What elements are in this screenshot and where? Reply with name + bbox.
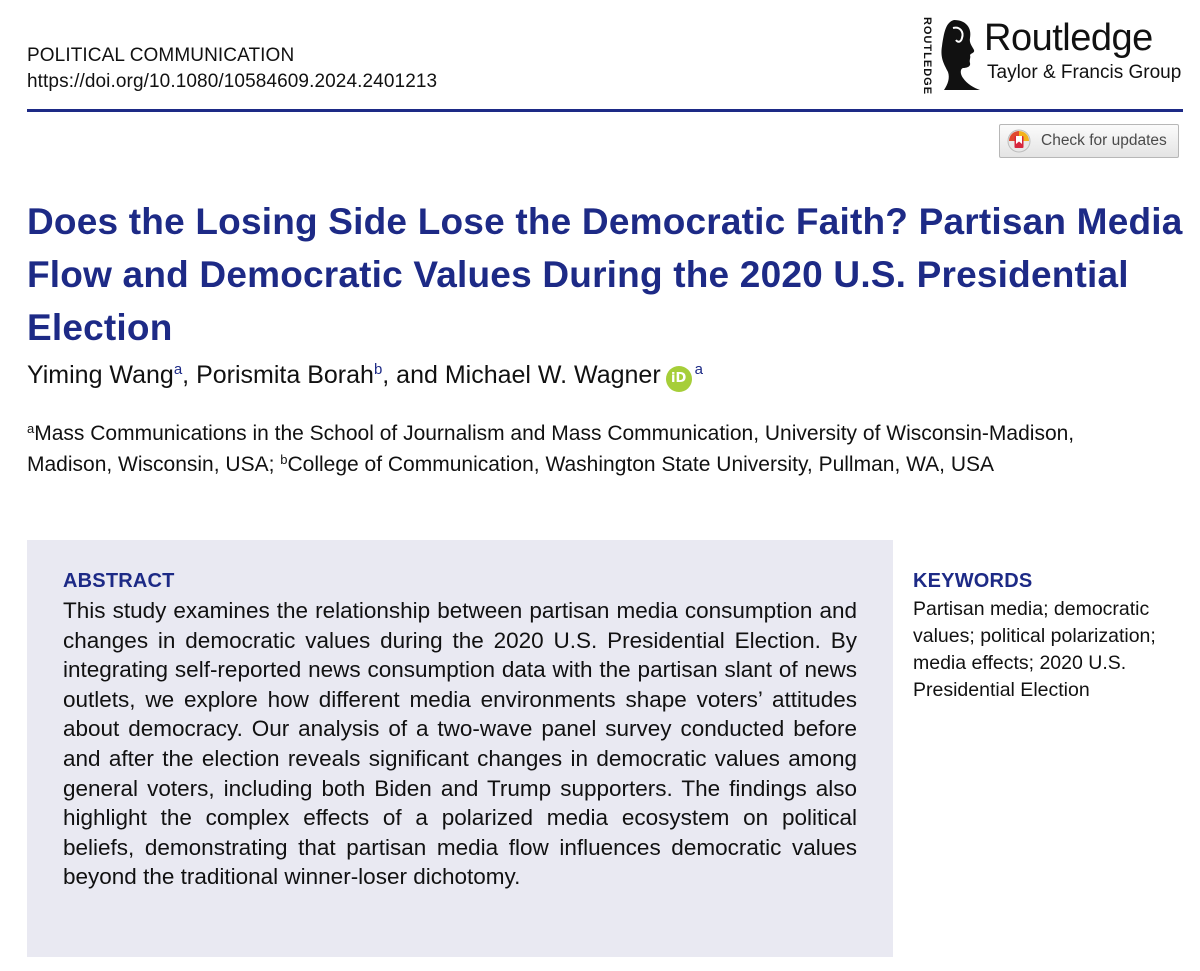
logo-vertical-text: ROUTLEDGE [921, 16, 934, 96]
author-separator: , and [382, 361, 445, 389]
author-affil-marker: a [694, 361, 703, 378]
keywords-heading: KEYWORDS [913, 570, 1033, 592]
journal-header [27, 43, 437, 95]
keywords-text: Partisan media; democratic values; political polarization; media effects; 2020 U.S. Presidential Election [913, 598, 1156, 701]
abstract-text: This study examines the relationship between partisan media consumption and changes in democratic values during the 2020 U.S. Presidential Election. By integrating self-reported news consumption data with the partisan slant of news outlets, we explore how different media environments shape voters’ attitudes about democracy. Our analysis of a two-wave panel survey conducted before and after the election reveals significant changes in democratic values among general voters, including both Biden and Trump supporters. The findings also highlight the complex effects of a polarized media ecosystem on political beliefs, demonstrating that partisan media flow influences democratic values beyond the traditional winner-loser dichotomy. [63, 598, 857, 890]
abstract-box [27, 540, 893, 957]
author-name: Yiming Wang [27, 361, 174, 389]
routledge-logo [912, 14, 1182, 96]
header-divider [27, 109, 1183, 112]
publisher-brand: Routledge [984, 17, 1153, 59]
affiliation-text: Mass Communications in the School of Journalism and Mass Communication, University of Wisconsin-Madison, Madison, Wisconsin, USA; [27, 422, 1075, 476]
doi-link[interactable]: https://doi.org/10.1080/10584609.2024.2401213 [27, 71, 438, 92]
abstract-heading: ABSTRACT [63, 570, 175, 592]
author-affil-marker: a [173, 361, 183, 378]
article-title: Does the Losing Side Lose the Democratic Faith? Partisan Media Flow and Democratic Values During the 2020 U.S. Presidential Election [27, 201, 1183, 348]
author-affil-marker: b [373, 361, 383, 378]
journal-name: POLITICAL COMMUNICATION [27, 45, 295, 66]
affiliation-text: College of Communication, Washington State University, Pullman, WA, USA [287, 453, 995, 476]
affil-marker: b [280, 452, 288, 467]
author-name: Porismita Borah [196, 361, 374, 389]
orcid-icon[interactable]: iD [666, 366, 692, 392]
check-for-updates-button[interactable] [999, 124, 1179, 158]
publisher-group: Taylor & Francis Group [987, 62, 1182, 83]
author-list [27, 358, 703, 392]
check-for-updates-label: Check for updates [1041, 132, 1167, 149]
affiliations [27, 418, 1157, 480]
author-name: Michael W. Wagner [444, 361, 661, 389]
author-separator: , [182, 361, 197, 389]
affil-marker: a [27, 421, 35, 436]
head-profile-icon [936, 18, 982, 92]
crossmark-icon [1007, 129, 1031, 153]
